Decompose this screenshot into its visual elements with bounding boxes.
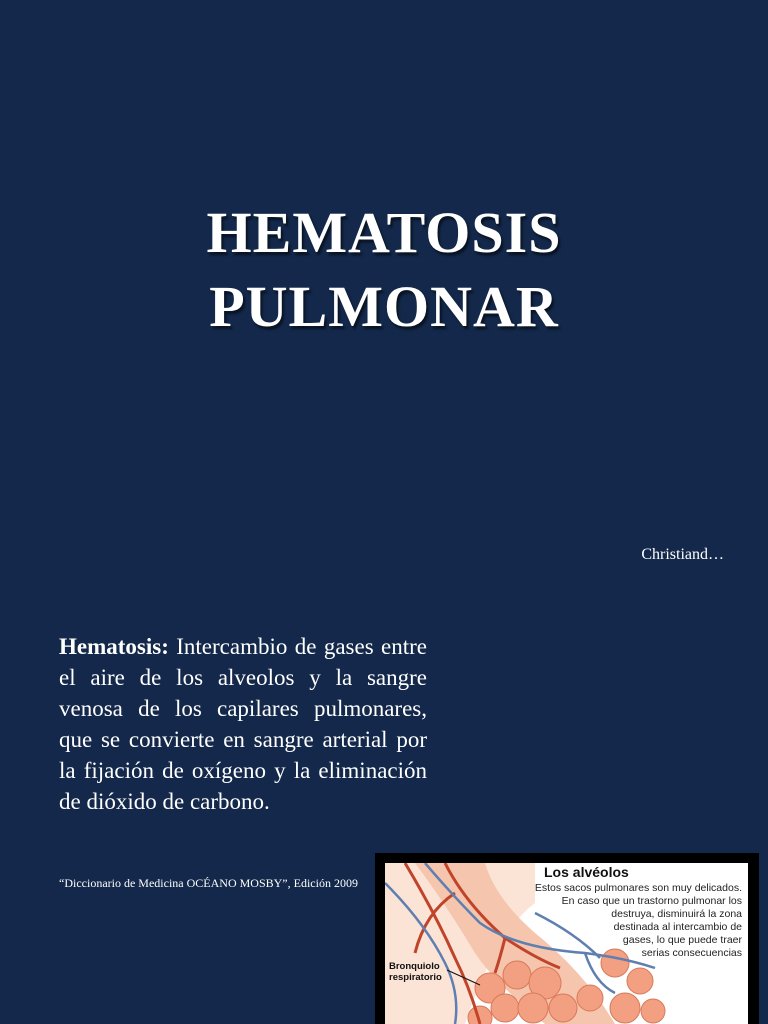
alveoli-illustration [385,863,748,1024]
figure-caption [512,882,742,960]
alveoli-figure-frame [375,853,759,1024]
citation: “Diccionario de Medicina OCÉANO MOSBY”, Edición 2009 [59,876,358,890]
figure-caption-line: En caso que un trastorno pulmonar los [561,895,742,907]
figure-caption-line: Estos sacos pulmonares son muy delicados. [534,882,742,894]
figure-caption-line: gases, lo que puede traer [622,934,742,946]
slide-title [0,196,768,344]
definition-paragraph [59,631,427,817]
bronchiole-label-line-1: Bronquiolo [389,961,440,972]
bronchiole-label-line-2: respiratorio [389,972,442,983]
title-line-1: HEMATOSIS [206,200,562,265]
definition-term: Hematosis: [59,634,169,659]
definition-text: Intercambio de gases entre el aire de los alveolos y la sangre venosa de los capilares pulmonares, que se convierte en sangre arterial por la fijación de oxígeno y la eliminación de dióxido de carbono. [59,634,427,814]
figure-caption-line: serias consecuencias [641,947,742,959]
figure-caption-line: destruya, disminuirá la zona [611,908,742,920]
figure-caption-line: destinada al intercambio de [613,921,742,933]
bronchiole-label [389,961,449,983]
title-line-2: PULMONAR [209,274,559,339]
definition-slide [0,600,768,1024]
author-name: Christiand… [641,546,724,563]
figure-heading: Los alvéolos [544,864,629,880]
